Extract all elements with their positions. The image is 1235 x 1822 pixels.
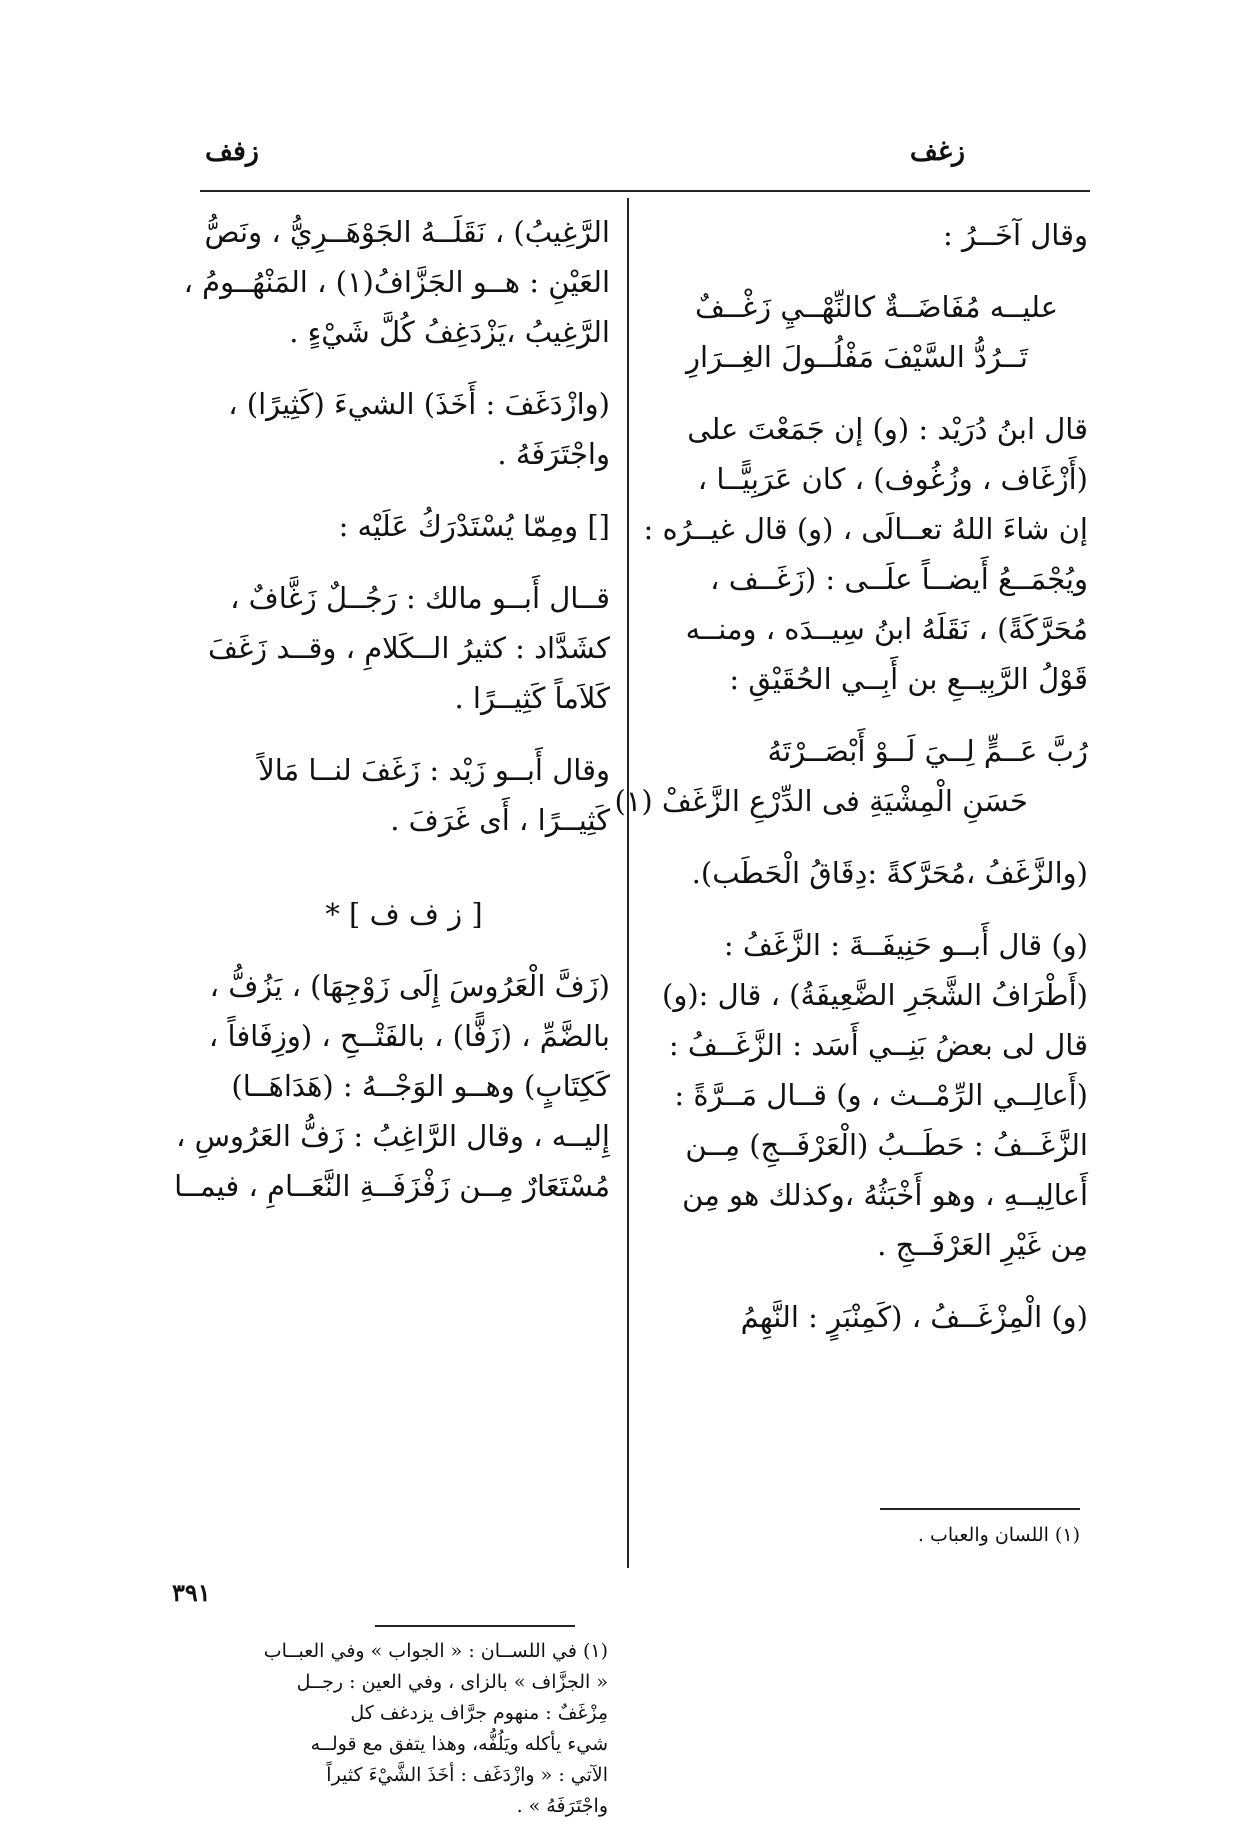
- footnote-rule: [880, 1508, 1080, 1510]
- header-rule: [200, 190, 1090, 192]
- text-line: كَلاَماً كَثِيــرًا .: [454, 681, 610, 715]
- text-line: (أَزْغَاف ، وزُغُوف) ، كان عَرَبِيًّــا ،: [697, 462, 1088, 496]
- text-line: قَوْلُ الرَّبِيــعِ بن أَبِــي الحُقَيْقِ :: [729, 662, 1088, 696]
- verse-line: عليــه مُفَاضَــةٌ كالنِّهْــيِ زَغْــفٌ: [695, 290, 1058, 324]
- text-line: قــال أَبــو مالك : رَجُــلٌ زَغَّافٌ ،: [230, 581, 610, 615]
- verse-line: رُبَّ عَــمٍّ لِــيَ لَــوْ أَبْصَــرْتَهُ: [767, 734, 1088, 768]
- text-line: (أَطْرَافُ الشَّجَرِ الضَّعِيفَةُ) ، قال :(و): [662, 978, 1088, 1012]
- text-line: (أَعالِــي الرِّمْــث ، و) قــال مَــرَّةً :: [674, 1078, 1088, 1112]
- text-line: مُحَرَّكَةً) ، نَقَلَهُ ابنُ سِيــدَه ، ومنــه: [685, 612, 1088, 646]
- text-line: مِن غَيْرِ العَرْفَــجِ .: [877, 1228, 1088, 1262]
- text-line: وقال أَبــو زَيْد : زَغَفَ لنــا مَالاً: [258, 753, 610, 787]
- text-line: بالضَّمِّ ، (زَفًّا) ، بالفَتْــحِ ، (وزِفَافاً ،: [208, 1019, 610, 1053]
- text-line: وقال آخَــرُ :: [943, 218, 1088, 252]
- text-line: (و) الْمِزْغَــفُ ، (كَمِنْبَرٍ : النَّهِمُ: [740, 1300, 1088, 1334]
- footnote-line: واجْتَرَفَهُ » .: [516, 1795, 608, 1817]
- text-line: كشَدَّاد : كثيرُ الــكَلامِ ، وقــد زَغَفَ: [207, 631, 610, 665]
- text-line: مُسْتَعَارٌ مِــن زَفْزَفَــةِ النَّعَــامِ ، فيمــا: [174, 1169, 610, 1203]
- right-headword: زغف: [909, 136, 965, 167]
- text-line: الزَّغَــفُ : حَطَــبُ (الْعَرْفَــجِ) مِــن: [685, 1128, 1088, 1162]
- text-line: قال ابنُ دُرَيْد : (و) إن جَمَعْتَ على: [687, 412, 1088, 446]
- text-line: أَعالِيــهِ ، وهو أَخْبَثُهُ ،وكذلك هو مِن: [682, 1178, 1088, 1212]
- footnote-line: شيء يأكله ويَلُفُّه، وهذا يتفق مع قولــه: [310, 1733, 608, 1755]
- left-headword: زفف: [205, 136, 259, 167]
- text-line: (والزَّغَفُ ،مُحَرَّكةً :دِقَاقُ الْحَطَب).: [691, 856, 1088, 890]
- text-line: (وازْدَغَفَ : أَخَذَ) الشيءَ (كَثِيرًا) ،: [228, 387, 610, 421]
- text-line: إن شاءَ اللهُ تعــالَى ، (و) قال غيــرُه :: [643, 512, 1088, 546]
- text-line: كَثِيــرًا ، أَى غَرَفَ .: [390, 803, 610, 837]
- column-divider: [627, 198, 629, 1568]
- text-line: الرَّغِيبُ ،يَزْدَغِفُ كُلَّ شَيْءٍ .: [289, 315, 610, 349]
- text-line: ويُجْمَــعُ أَيضــاً علَــى : (زَغَــف ،: [710, 562, 1088, 596]
- footnote-line: « الجزَّاف » بالزاى ، وفي العين : رجــل: [296, 1671, 608, 1693]
- left-column: [174, 207, 610, 1211]
- footnote-right: [650, 1520, 1080, 1551]
- text-line: كَكِتَابٍ) وهــو الوَجْــهُ : (هَدَاهَــا): [231, 1069, 610, 1103]
- entry-heading: [ ز ف ف ] *: [325, 897, 483, 931]
- footnote-line: مِزْغَفٌ : منهوم جرَّاف يزدغف كل: [350, 1702, 608, 1724]
- section-heading: [] ومِمّا يُسْتَدْرَكُ عَلَيْه :: [338, 509, 610, 543]
- footnote-line: (١) في اللســان : « الجواب » وفي العبــاب: [263, 1640, 608, 1662]
- text-line: إِليــه ، وقال الرَّاغِبُ : زَفُّ العَرُوسِ ،: [176, 1119, 610, 1153]
- footnote-left: [198, 1636, 608, 1822]
- text-line: (و) قال أَبــو حَنِيفَــةَ : الزَّغَفُ :: [723, 928, 1088, 962]
- text-line: واجْتَرَفَهُ .: [497, 437, 610, 471]
- footnote-rule: [375, 1625, 575, 1627]
- text-line: العَيْنِ : هــو الجَزَّافُ(١) ، المَنْهُــومُ ،: [183, 265, 610, 299]
- footnote-line: (١) اللسان والعباب .: [917, 1524, 1080, 1546]
- verse-line: حَسَنِ الْمِشْيَةِ فى الدِّرْعِ الزَّغَفْ (١): [614, 784, 1028, 818]
- verse-line: تَــرُدُّ السَّيْفَ مَفْلُــولَ الغِــرَارِ: [686, 340, 1028, 374]
- text-line: الرَّغِيبُ) ، نَقَلَــهُ الجَوْهَــرِيُّ ، ونَصُّ: [204, 215, 610, 249]
- text-line: (زَفَّ الْعَرُوسَ إِلَى زَوْجِهَا) ، يَزُفُّ ،: [209, 969, 610, 1003]
- page-number: ٣٩١: [172, 1578, 211, 1607]
- footnote-line: الآتي : « وازْدَغَف : أخَذَ الشَّيْءَ كثيراً: [326, 1764, 608, 1786]
- right-column: [614, 210, 1088, 1342]
- text-line: قال لى بعضُ بَنِــي أَسَد : الزَّغَــفُ :: [668, 1028, 1088, 1062]
